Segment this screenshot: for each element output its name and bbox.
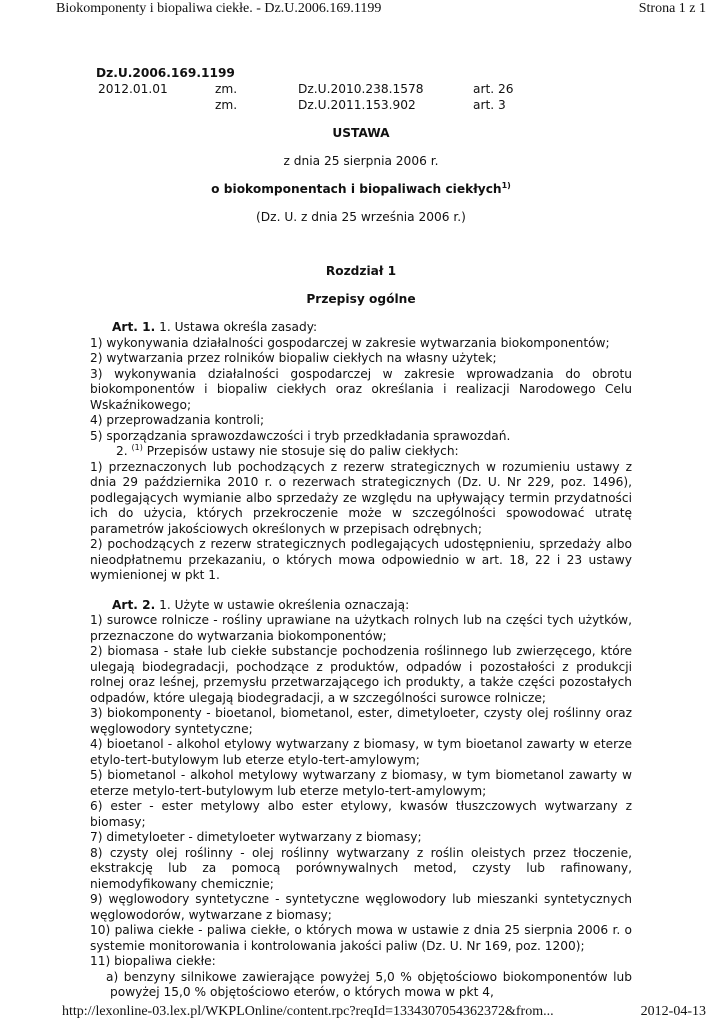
act-type: USTAWA (332, 126, 390, 140)
list-item: 4) przeprowadzania kontroli; (90, 413, 265, 427)
act-publication: (Dz. U. z dnia 25 września 2006 r.) (256, 210, 466, 224)
art2-intro-text: 1. Użyte w ustawie określenia oznaczają: (155, 597, 410, 612)
list-item: 11) biopaliwa ciekłe: (90, 954, 216, 968)
list-item: 3) biokomponenty - bioetanol, biometanol, ester, dimetyloeter, czysty olej roślinny oraz węglowodory syntetyczne; (90, 706, 632, 736)
amendments-table (90, 82, 632, 114)
footer-date: 2012-04-13 (640, 1004, 706, 1019)
header-page-number: Strona 1 z 1 (638, 1, 706, 16)
chapter-title: Przepisy ogólne (306, 292, 416, 306)
amendment-ref: Dz.U.2010.238.1578 (298, 82, 424, 96)
act-subject (90, 182, 632, 198)
art1-p2-text: Przepisów ustawy nie stosuje się do paliw ciekłych: (142, 444, 459, 458)
amendment-art: art. 26 (473, 82, 514, 96)
art1-intro-text: 1. Ustawa określa zasady: (155, 320, 318, 334)
amendment-kind: zm. (215, 98, 238, 112)
page-footer (0, 1002, 724, 1024)
act-date: z dnia 25 sierpnia 2006 r. (283, 154, 439, 168)
list-item: 5) biometanol - alkohol metylowy wytwarzany z biomasy, w tym biometanol zawarty w eterze metylo-tert-butylowym lub eterze metylo-tert-amylowym; (90, 768, 632, 798)
list-item: 1) wykonywania działalności gospodarczej w zakresie wytwarzania biokomponentów; (90, 335, 610, 350)
list-item: 8) czysty olej roślinny - olej roślinny wytwarzany z roślin oleistych przez tłoczenie, ekstrakcję lub za pomocą porównywalnych metod, czysty lub rafinowany, niemodyfikowany chemicznie; (90, 845, 632, 891)
document-id: Dz.U.2006.169.1199 (96, 66, 235, 80)
footer-url: http://lexonline-03.lex.pl/WKPLOnline/content.rpc?reqId=1334307054362372&from... (62, 1004, 554, 1019)
art1-paragraph-2 (90, 444, 632, 460)
list-item: 4) bioetanol - alkohol etylowy wytwarzany z biomasy, w tym bioetanol zawarty w eterze etylo-tert-butylowym lub eterze etylo-tert-amylowym; (90, 737, 632, 767)
amendment-ref: Dz.U.2011.153.902 (298, 98, 416, 112)
act-subject-footnote: 1) (501, 180, 511, 190)
list-item: 2) biomasa - stałe lub ciekłe substancje pochodzenia roślinnego lub zwierzęcego, które ulegają biodegradacji, pochodzące z produktów, odpadów i pozostałości z produkcji rolnej oraz leśnej, przemysłu przetwarzającego ich produkty, a także części pozostałych odpadów, które ulegają biodegradacji, a w szczególności surowce rolnicze; (90, 644, 632, 705)
amendment-art: art. 3 (473, 98, 506, 112)
list-item: 1) przeznaczonych lub pochodzących z rezerw strategicznych w rozumieniu ustawy z dnia 29 października 2010 r. o rezerwach strategicznych (Dz. U. Nr 229, poz. 1496), podlegających wymianie albo sprzedaży ze względu na upływający termin przydatności ich do użycia, których przekroczenie może w szczególności spowodować utratę parametrów jakościowych określonych w przepisach odrębnych; (90, 459, 632, 536)
art1-p2-footnote: (1) (131, 442, 143, 452)
list-item: 6) ester - ester metylowy albo ester etylowy, kwasów tłuszczowych wytwarzany z biomasy; (90, 799, 632, 829)
sub-list-item: a) benzyny silnikowe zawierające powyżej 5,0 % objętościowo biokomponentów lub powyżej 15,0 % objętościowo eterów, o których mowa w pkt 4, (106, 969, 632, 999)
list-item: 1) surowce rolnicze - rośliny uprawiane na użytkach rolnych lub na części tych użytków, przeznaczone do wytwarzania biokomponentów; (90, 613, 632, 643)
list-item: 3) wykonywania działalności gospodarczej w zakresie wprowadzania do obrotu biokomponentów i biopaliw ciekłych oraz określania i realizacji Narodowego Celu Wskaźnikowego; (90, 366, 632, 412)
art1-intro (90, 320, 632, 336)
page-header (0, 0, 724, 20)
list-item: 2) wytwarzania przez rolników biopaliw ciekłych na własny użytek; (90, 351, 497, 365)
chapter-number: Rozdział 1 (325, 264, 397, 278)
spacer (90, 584, 632, 598)
amendment-row (90, 98, 632, 114)
amendment-row (90, 82, 632, 98)
amendment-kind: zm. (215, 82, 238, 96)
header-title: Biokomponenty i biopaliwa ciekłe. - Dz.U.2006.169.1199 (56, 1, 382, 16)
list-item: 9) węglowodory syntetyczne - syntetyczne węglowodory lub mieszanki syntetycznych węglowodorów, wytwarzane z biomasy; (90, 892, 632, 922)
list-item: 7) dimetyloeter - dimetyloeter wytwarzany z biomasy; (90, 830, 422, 844)
amendment-date: 2012.01.01 (98, 82, 168, 96)
list-item: 2) pochodzących z rezerw strategicznych podlegających udostępnieniu, sprzedaży albo nieodpłatnemu przekazaniu, o których mowa odpowiednio w art. 18, 22 i 23 ustawy wymienionej w pkt 1. (90, 537, 632, 582)
articles (90, 320, 632, 1001)
art2-intro (90, 598, 632, 614)
art1-label: Art. 1. (112, 320, 156, 334)
list-item: 10) paliwa ciekłe - paliwa ciekłe, o których mowa w ustawie z dnia 25 sierpnia 2006 r. o systemie monitorowania i kontrolowania jakości paliw (Dz. U. Nr 169, poz. 1200); (90, 923, 632, 953)
art2-label: Art. 2. (112, 597, 156, 612)
art1-p2-number: 2. (116, 444, 128, 458)
act-subject-text: o biokomponentach i biopaliwach ciekłych (211, 182, 502, 196)
list-item: 5) sporządzania sprawozdawczości i tryb przedkładania sprawozdań. (90, 428, 511, 443)
